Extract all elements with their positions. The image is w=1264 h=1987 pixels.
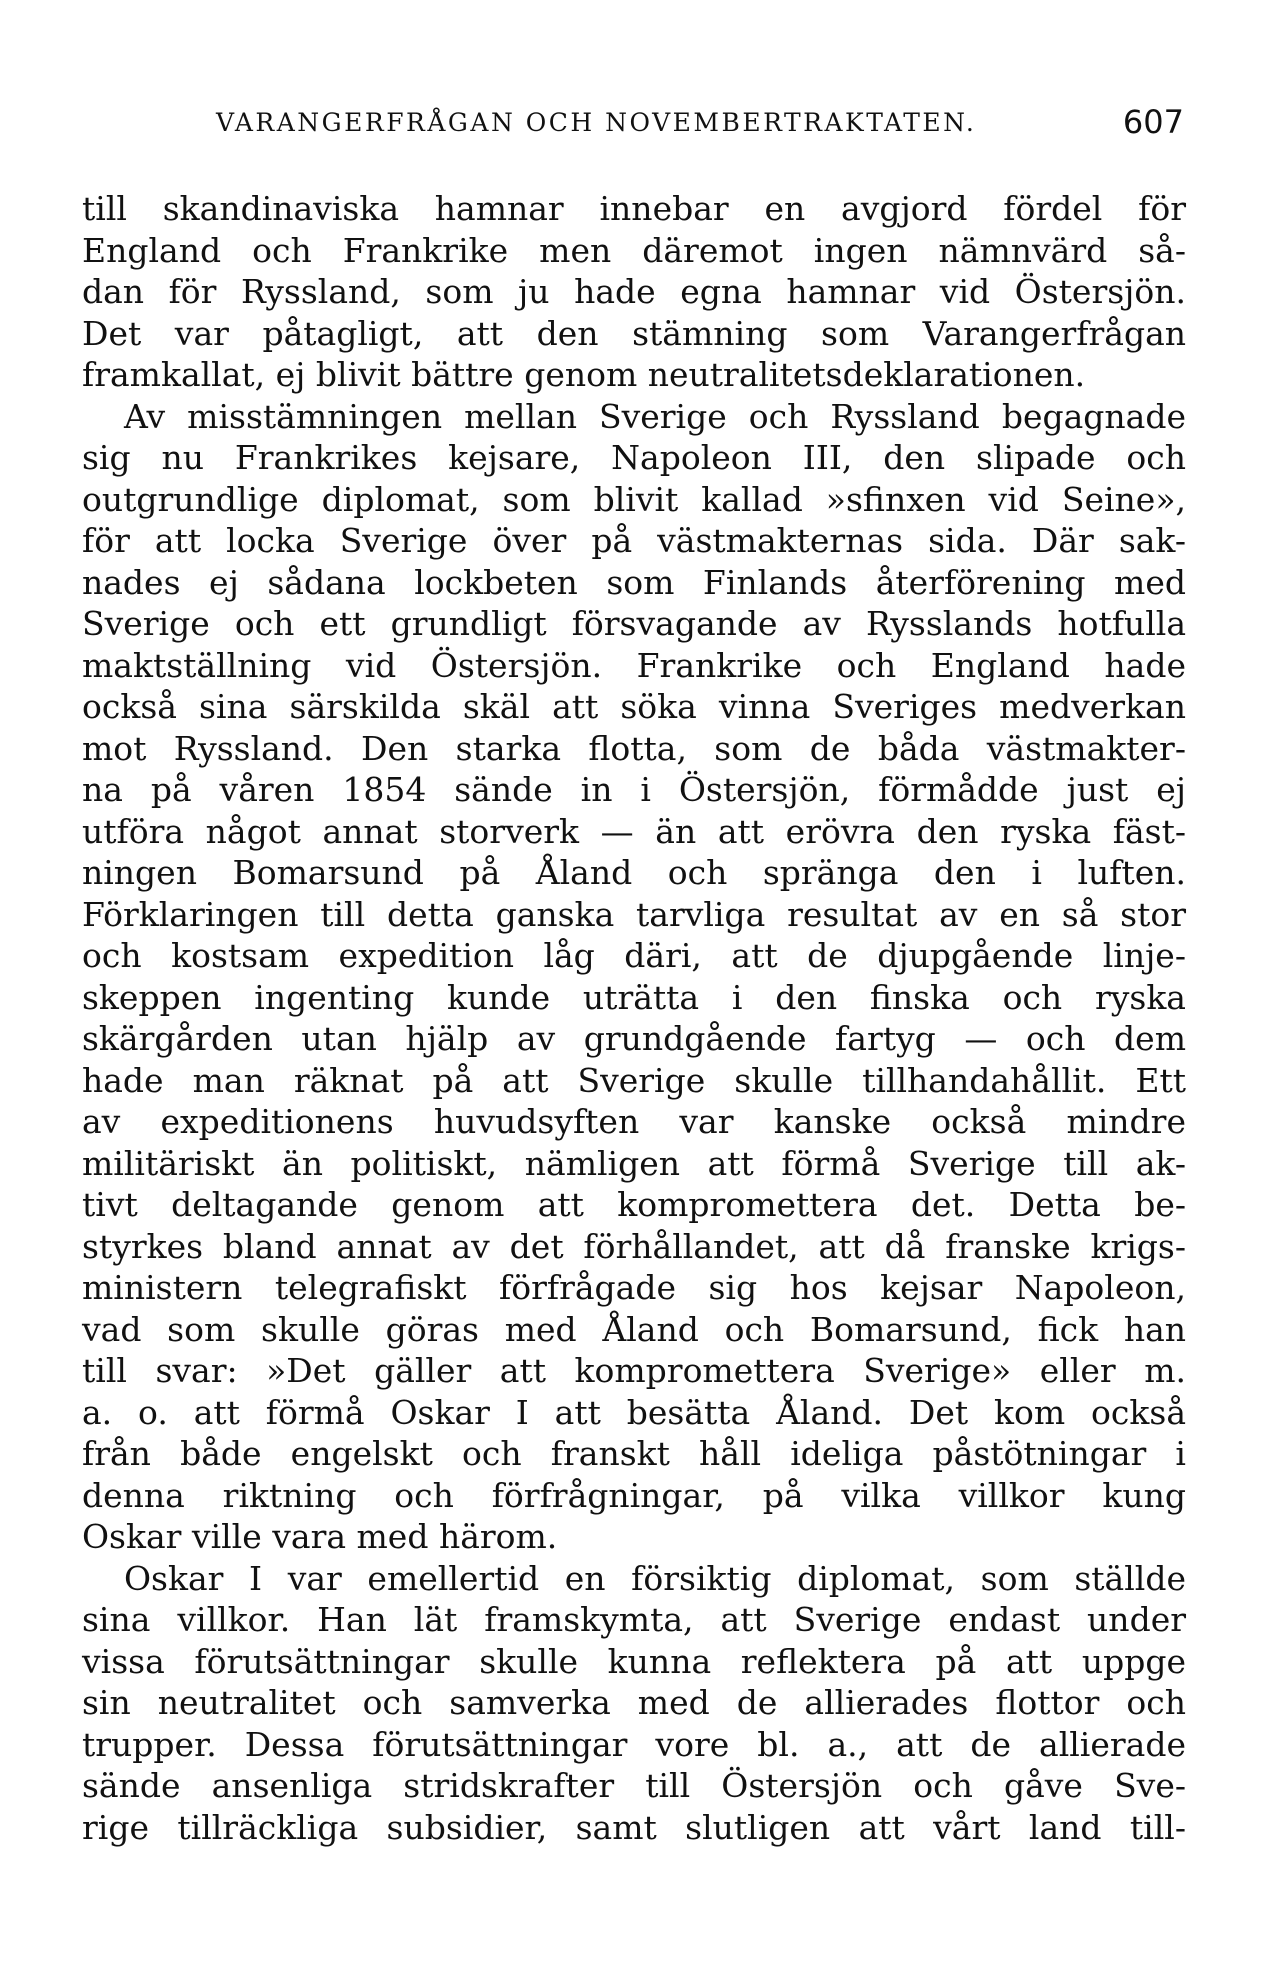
text-line: framkallat, ej blivit bättre genom neutralitetsdeklarationen.: [82, 355, 1086, 394]
text-line: dan för Ryssland, som ju hade egna hamnar vid Östersjön.: [82, 272, 1186, 311]
text-line: sände ansenliga stridskrafter till Östersjön och gåve Sve-: [82, 1766, 1186, 1805]
text-line: för att locka Sverige över på västmakternas sida. Där sak-: [82, 521, 1186, 560]
text-line: Sverige och ett grundligt försvagande av Rysslands hotfulla: [82, 604, 1186, 643]
text-line: sin neutralitet och samverka med de allierades flottor och: [82, 1683, 1186, 1722]
text-line: styrkes bland annat av det förhållandet, att då franske krigs-: [82, 1226, 1186, 1266]
paragraph-start-line: Oskar I var emellertid en försiktig diplomat, som ställde: [124, 1558, 1186, 1598]
text-line: från både engelskt och franskt håll ideliga påstötningar i: [82, 1434, 1186, 1473]
text-line: outgrundlige diplomat, som blivit kallad »sfinxen vid Seine»,: [82, 479, 1186, 519]
text-line: av expeditionens huvudsyften var kanske också mindre: [82, 1102, 1186, 1141]
text-line: militäriskt än politiskt, nämligen att förmå Sverige till ak-: [82, 1143, 1186, 1183]
text-line: vad som skulle göras med Åland och Bomarsund, fick han: [82, 1309, 1186, 1349]
text-line: a. o. att förmå Oskar I att besätta Åland. Det kom också: [82, 1392, 1186, 1432]
text-line: Det var påtagligt, att den stämning som Varangerfrågan: [82, 313, 1186, 353]
text-line: denna riktning och förfrågningar, på vilka villkor kung: [82, 1475, 1186, 1515]
text-line: tivt deltagande genom att kompromettera det. Detta be-: [82, 1185, 1186, 1224]
text-line: rige tillräckliga subsidier, samt slutligen att vårt land till-: [82, 1807, 1186, 1847]
page-number: 607: [1122, 103, 1184, 141]
text-line: och kostsam expedition låg däri, att de djupgående linje-: [82, 936, 1186, 975]
text-line: sig nu Frankrikes kejsare, Napoleon III, den slipade och: [82, 438, 1186, 477]
text-line: mot Ryssland. Den starka flotta, som de båda västmakter-: [82, 728, 1186, 768]
body-text: [82, 188, 1186, 1848]
text-line: till skandinaviska hamnar innebar en avgjord fördel för: [82, 189, 1186, 228]
text-line: maktställning vid Östersjön. Frankrike och England hade: [82, 645, 1186, 685]
text-line: ningen Bomarsund på Åland och spränga den i luften.: [82, 853, 1186, 892]
text-line: nades ej sådana lockbeten som Finlands återförening med: [82, 562, 1186, 602]
text-line: skeppen ingenting kunde uträtta i den finska och ryska: [82, 977, 1186, 1017]
text-line: också sina särskilda skäl att söka vinna Sveriges medverkan: [82, 687, 1186, 726]
text-line: utföra något annat storverk — än att erövra den ryska fäst-: [82, 811, 1186, 851]
text-line: Förklaringen till detta ganska tarvliga resultat av en så stor: [82, 894, 1186, 934]
text-line: sina villkor. Han lät framskymta, att Sverige endast under: [82, 1600, 1186, 1639]
text-line: na på våren 1854 sände in i Östersjön, förmådde just ej: [82, 770, 1186, 809]
text-line: vissa förutsättningar skulle kunna reflektera på att uppge: [82, 1641, 1186, 1681]
paragraph-start-line: Av misstämningen mellan Sverige och Ryssland begagnade: [124, 396, 1186, 436]
running-head: VARANGERFRÅGAN OCH NOVEMBERTRAKTATEN.: [216, 108, 977, 137]
text-line: ministern telegrafiskt förfrågade sig hos kejsar Napoleon,: [82, 1268, 1186, 1307]
text-line: England och Frankrike men däremot ingen nämnvärd så-: [82, 230, 1186, 270]
text-line: hade man räknat på att Sverige skulle tillhandahållit. Ett: [82, 1060, 1186, 1100]
text-line: trupper. Dessa förutsättningar vore bl. a., att de allierade: [82, 1724, 1186, 1764]
text-line: skärgården utan hjälp av grundgående fartyg — och dem: [82, 1019, 1186, 1058]
text-line: Oskar ville vara med härom.: [82, 1517, 558, 1556]
text-line: till svar: »Det gäller att kompromettera Sverige» eller m.: [82, 1351, 1186, 1390]
